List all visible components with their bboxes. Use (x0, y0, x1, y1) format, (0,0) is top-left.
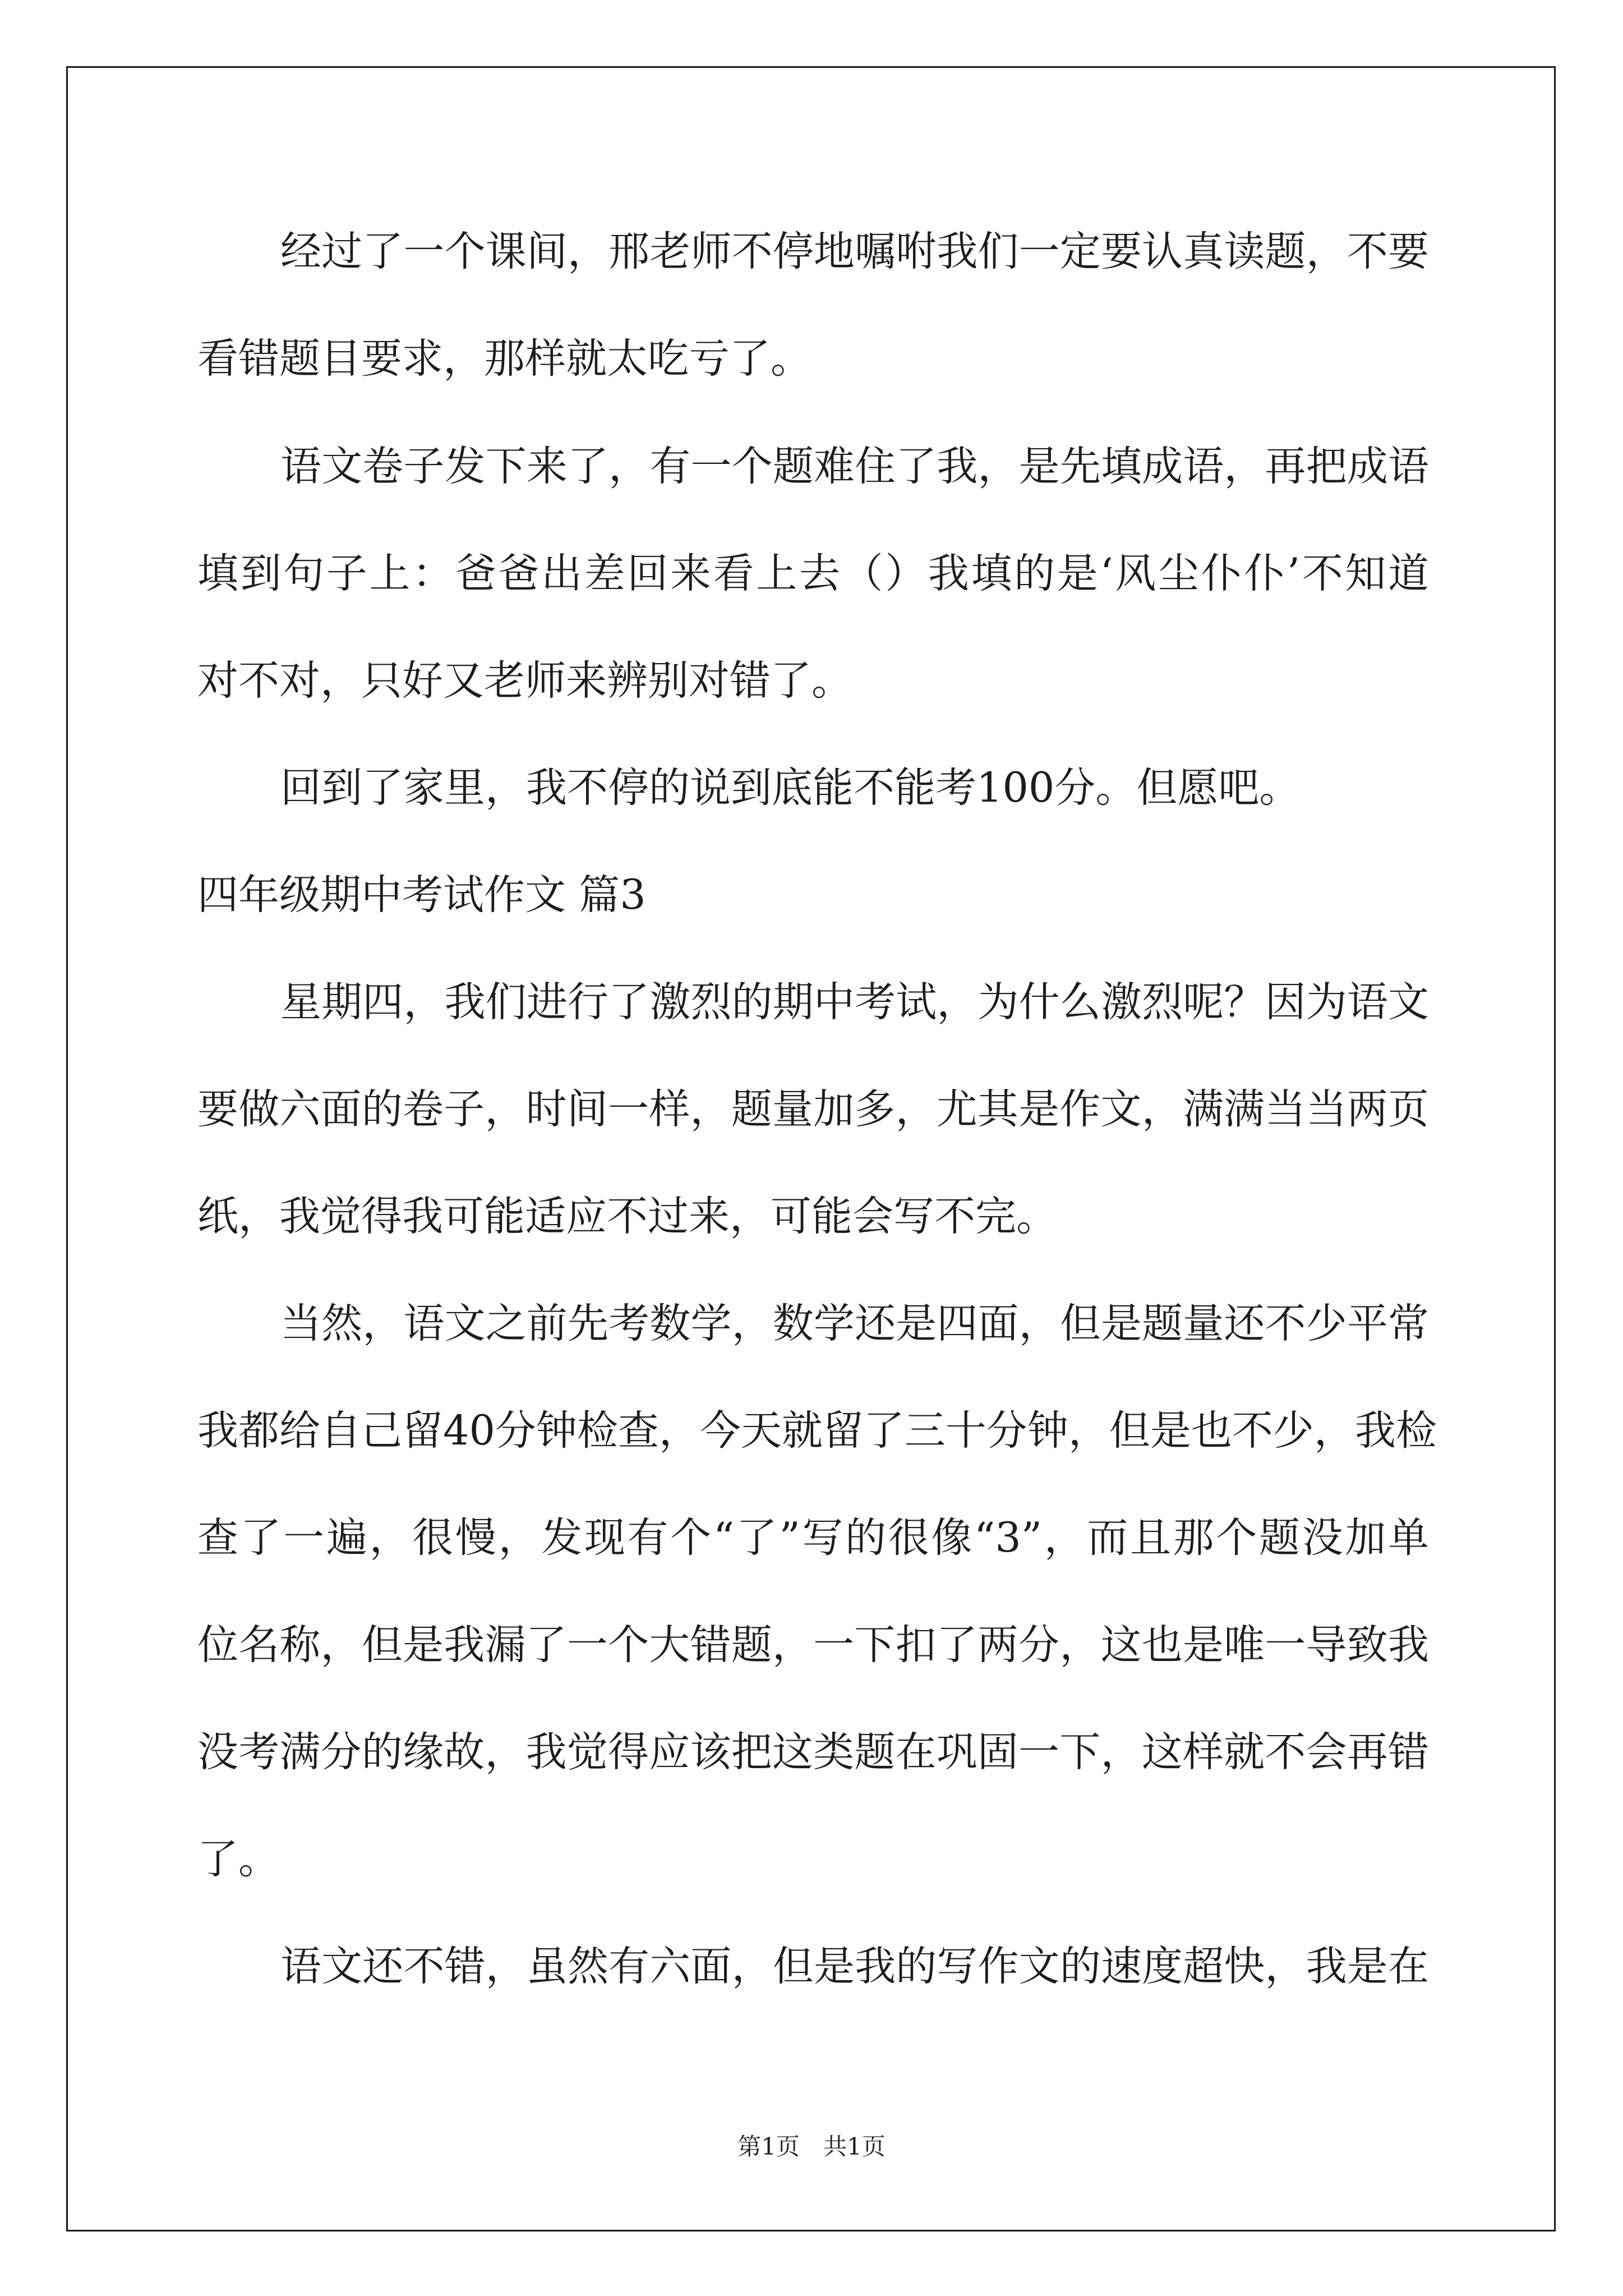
section-heading: 四年级期中考试作文 篇3 (197, 871, 646, 919)
text-line: 查了一遍，很慢，发现有个“了”写的很像“3”，而且那个题没加单 (197, 1514, 1429, 1562)
text-line: 纸，我觉得我可能适应不过来，可能会写不完。 (197, 1193, 1057, 1240)
text-line: 经过了一个课间，邢老师不停地嘱咐我们一定要认真读题，不要 (280, 228, 1429, 275)
text-line: 回到了家里，我不停的说到底能不能考100分。但愿吧。 (280, 764, 1301, 812)
text-line: 看错题目要求，那样就太吃亏了。 (197, 335, 811, 383)
text-line: 没考满分的缘故，我觉得应该把这类题在巩固一下，这样就不会再错 (197, 1728, 1429, 1776)
text-line: 了。 (197, 1835, 279, 1883)
text-line: 对不对，只好又老师来辨别对错了。 (197, 657, 852, 705)
text-line: 要做六面的卷子，时间一样，题量加多，尤其是作文，满满当当两页 (197, 1085, 1429, 1133)
page-footer: 第1页 共1页 (737, 2133, 886, 2160)
text-line: 语文卷子发下来了，有一个题难住了我，是先填成语，再把成语 (280, 443, 1429, 490)
page-border (66, 66, 1556, 2231)
text-line: 星期四，我们进行了激烈的期中考试，为什么激烈呢？因为语文 (280, 978, 1429, 1026)
text-line: 当然，语文之前先考数学，数学还是四面，但是题量还不少平常 (280, 1300, 1429, 1347)
text-line: 语文还不错，虽然有六面，但是我的写作文的速度超快，我是在 (280, 1943, 1429, 1990)
text-line: 位名称，但是我漏了一个大错题，一下扣了两分，这也是唯一导致我 (197, 1621, 1429, 1669)
text-line: 填到句子上：爸爸出差回来看上去（）我填的是‘风尘仆仆’不知道 (197, 550, 1429, 597)
text-line: 我都给自己留40分钟检查，今天就留了三十分钟，但是也不少，我检 (197, 1407, 1437, 1455)
